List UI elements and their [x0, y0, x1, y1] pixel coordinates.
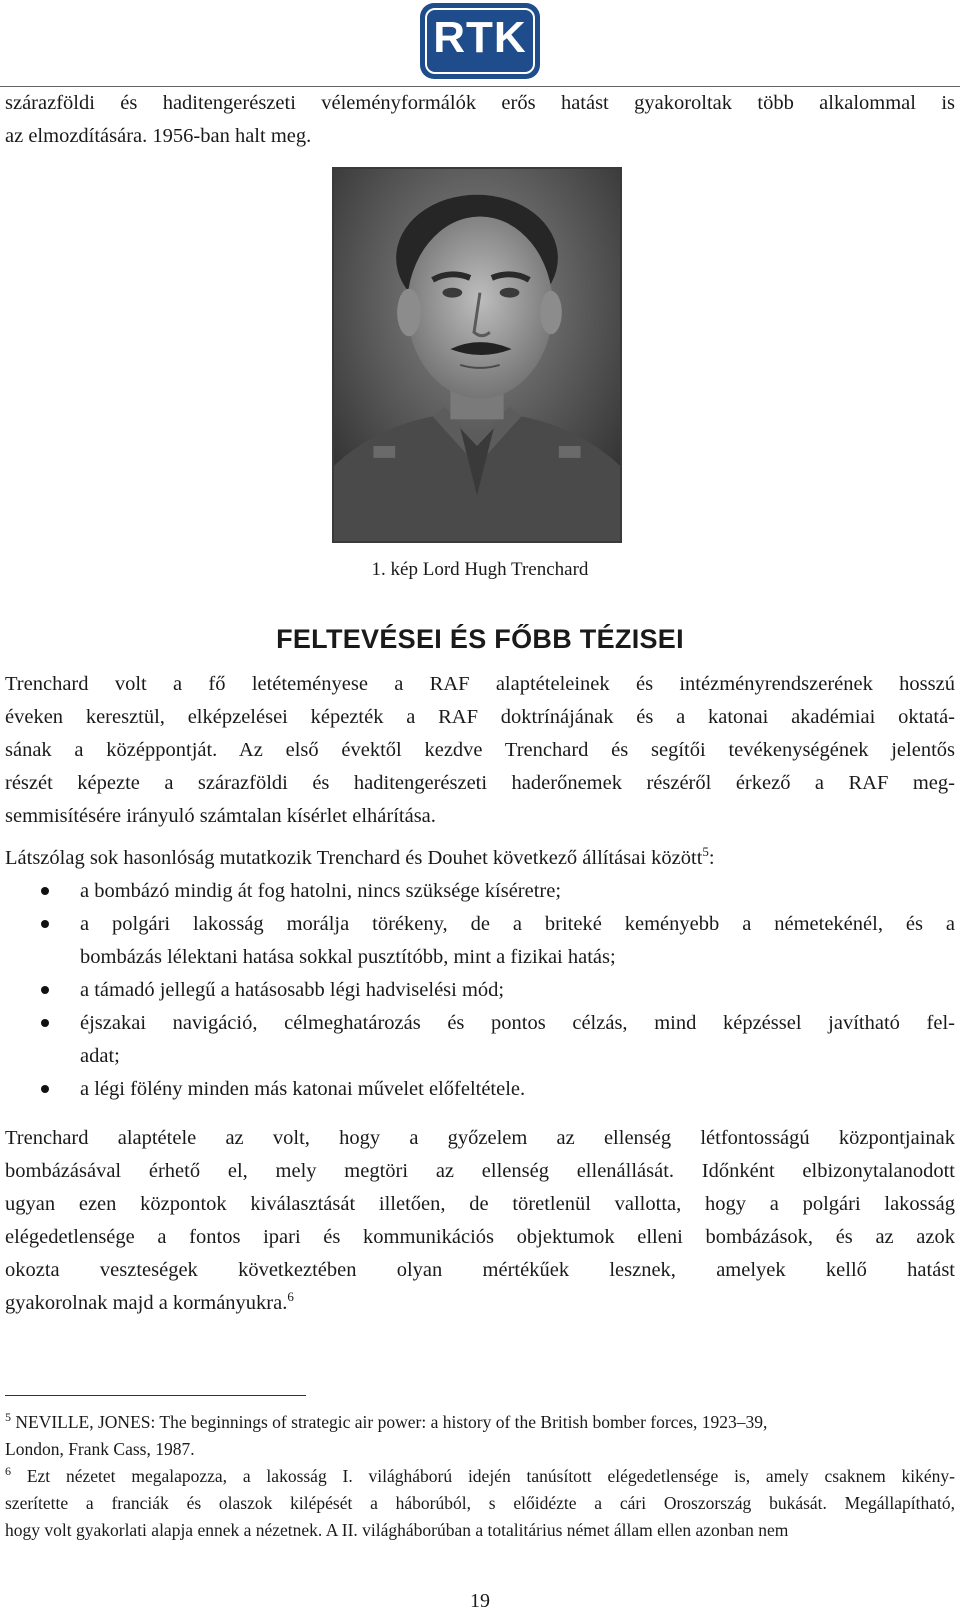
list-item-line: éjszakai navigáció, célmeghatározás és pontos célzás, mind képzéssel javítható fel-	[80, 1012, 955, 1034]
logo-text: RTK	[433, 13, 527, 62]
footnote-6-line: hogy volt gyakorlati alapja ennek a nézetnek. A II. világháborúban a totalitárius német állam ellen azonban nem	[5, 1520, 789, 1540]
paragraph-1-line: Trenchard volt a fő letéteményese a RAF alaptételeinek és intézményrendszerének hosszú	[5, 673, 955, 695]
list-item	[0, 875, 960, 908]
intro-line-1: szárazföldi és haditengerészeti véleményformálók erős hatást gyakoroltak több alkalommal is	[5, 92, 955, 114]
footnote-5	[5, 1409, 955, 1463]
footnote-ref-5[interactable]: 5	[702, 844, 709, 859]
bullet-icon	[41, 887, 49, 895]
paragraph-1	[5, 668, 955, 833]
bullet-icon	[41, 986, 49, 994]
paragraph-3-line: Trenchard alaptétele az volt, hogy a győzelem az ellenség létfontosságú központjainak	[5, 1127, 955, 1149]
footnote-ref-6[interactable]: 6	[287, 1289, 294, 1304]
paragraph-3-line: ugyan ezen központok kiválasztását illetően, de töretlenül vallotta, hogy a polgári lakosság	[5, 1193, 955, 1215]
footnote-5-marker: 5	[5, 1410, 11, 1424]
paragraph-3-last-line	[5, 1287, 955, 1320]
list-item-line: a támadó jellegű a hatásosabb légi hadviselési mód;	[80, 979, 505, 1001]
list-item-line: a polgári lakosság morálja törékeny, de a briteké keményebb a németekénél, és a	[80, 913, 955, 935]
list-item-line: adat;	[80, 1045, 120, 1067]
list-item-line: a bombázó mindig át fog hatolni, nincs szüksége kíséretre;	[80, 880, 562, 902]
paragraph-3	[5, 1122, 955, 1320]
paragraph-3-line: elégedetlensége a fontos ipari és kommunikációs objektumok elleni bombázások, és az azok	[5, 1226, 955, 1248]
claims-list	[0, 875, 960, 1106]
footnote-6	[5, 1463, 955, 1544]
page-number: 19	[470, 1590, 490, 1612]
portrait-illustration	[334, 169, 620, 541]
footnote-divider	[5, 1395, 306, 1396]
list-item	[0, 1007, 960, 1073]
footnote-6-line	[5, 1463, 955, 1490]
list-item-line: bombázás lélektani hatása sokkal pusztítóbb, mint a fizikai hatás;	[80, 946, 616, 968]
footnote-6-text: Ezt nézetet megalapozza, a lakosság I. világháború idején tanúsított elégedetlensége is, amely csaknem kikény-	[26, 1466, 956, 1486]
intro-paragraph	[5, 87, 955, 153]
rtk-logo	[420, 3, 540, 79]
paragraph-3-last-text: gyakorolnak majd a kormányukra.	[5, 1292, 288, 1314]
bullet-icon	[41, 1019, 49, 1027]
list-item-line: a légi fölény minden más katonai művelet előfeltétele.	[80, 1078, 526, 1100]
footnote-6-line: szerítette a franciák és olaszok kilépését a háborúból, s előidézte a cári Oroszország bukását. Megállapítható,	[5, 1493, 955, 1513]
paragraph-1-line: semmisítésére irányuló számtalan kísérlet elhárítása.	[5, 805, 436, 827]
list-item	[0, 908, 960, 974]
list-item	[0, 1073, 960, 1106]
paragraph-2	[5, 842, 955, 875]
footnote-6-marker: 6	[5, 1464, 11, 1478]
footnote-5-line: London, Frank Cass, 1987.	[5, 1439, 195, 1459]
paragraph-1-line: részét képezte a szárazföldi és haditengerészeti haderőnemek részéről érkező a RAF meg-	[5, 772, 955, 794]
bullet-icon	[41, 1085, 49, 1093]
portrait-photo	[332, 167, 622, 543]
footnote-5-line	[5, 1409, 955, 1436]
paragraph-2-colon: :	[708, 847, 715, 869]
figure-caption: 1. kép Lord Hugh Trenchard	[371, 559, 589, 580]
paragraph-1-line: sának a középpontját. Az első évektől kezdve Trenchard és segítői tevékenységének jelentős	[5, 739, 955, 761]
paragraph-1-line: éveken keresztül, elképzelései képezték a RAF doktrínájának és a katonai akadémiai oktatá-	[5, 706, 955, 728]
footnote-5-text: NEVILLE, JONES: The beginnings of strategic air power: a history of the British bomber forces, 1923–39,	[15, 1412, 768, 1432]
list-item	[0, 974, 960, 1007]
section-heading: FELTEVÉSEI ÉS FŐBB TÉZISEI	[276, 624, 684, 654]
paragraph-3-line: bombázásával érhető el, mely megtöri az ellenség ellenállását. Időnként elbizonytalanodott	[5, 1160, 955, 1182]
paragraph-3-line: okozta veszteségek következtében olyan mértékűek lesznek, amelyek kellő hatást	[5, 1259, 955, 1281]
bullet-icon	[41, 920, 49, 928]
intro-line-2: az elmozdítására. 1956-ban halt meg.	[5, 125, 312, 147]
paragraph-2-text: Látszólag sok hasonlóság mutatkozik Trenchard és Douhet következő állításai között	[5, 847, 703, 869]
